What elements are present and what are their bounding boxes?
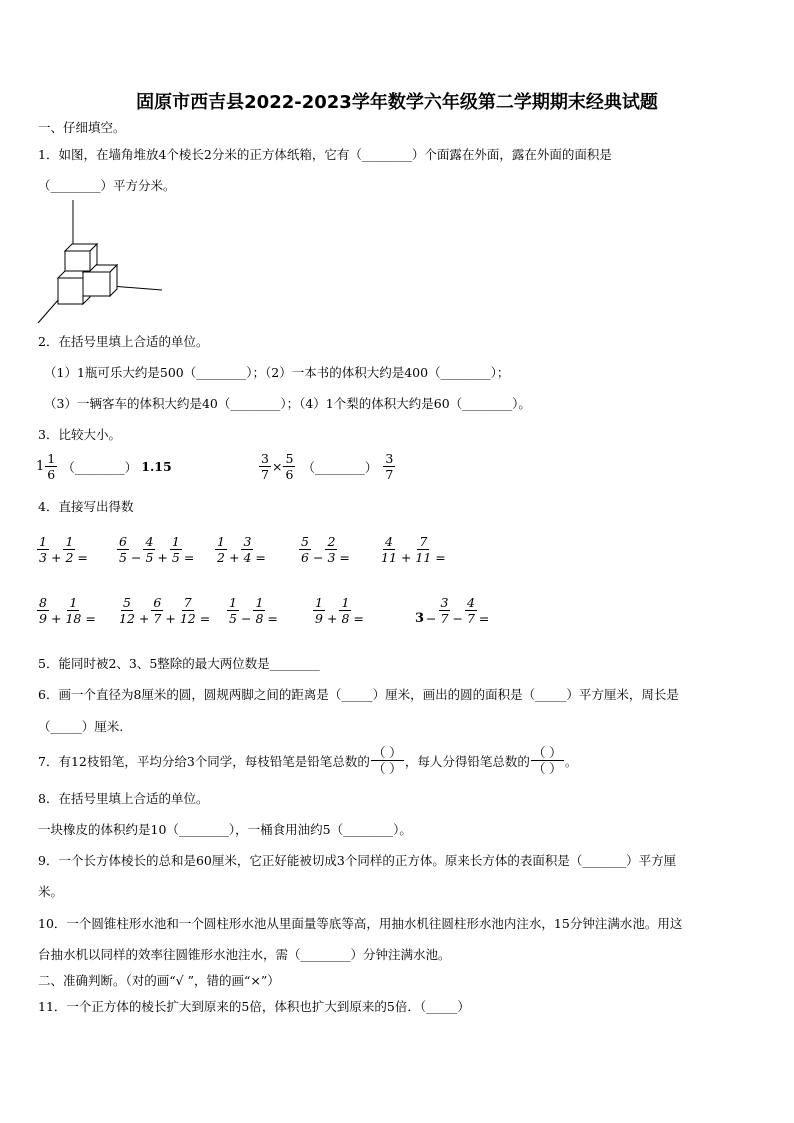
q7-f1-den[interactable]: （ ） xyxy=(372,761,402,776)
q4-expression xyxy=(226,595,279,626)
q4-fraction: $\frac{6}{7}$ xyxy=(153,595,162,626)
q4-operator: 3 xyxy=(415,611,425,626)
q11-text: 11．一个正方体的棱长扩大到原来的5倍，体积也扩大到原来的5倍．（_____） xyxy=(38,999,470,1014)
section-2-heading: 二、准确判断。（对的画“√ ”，错的画“×”） xyxy=(38,973,280,988)
q3-b-n3: 3 xyxy=(385,451,394,466)
q2-stem: 2．在括号里填上合适的单位。 xyxy=(38,334,209,349)
q4-fraction: $\frac{5}{6}$ xyxy=(301,534,309,565)
q3-a-numerator: 1 xyxy=(47,451,56,466)
q2-line2: （3）一辆客车的体积大约是40（________）；（4）1个梨的体积大约是60（________）。 xyxy=(44,396,531,411)
q4-expression xyxy=(312,595,365,626)
q4-operator: + xyxy=(400,550,412,565)
q2-line1: （1）1瓶可乐大约是500（________）；（2）一本书的体积大约是400（________）； xyxy=(44,365,510,380)
q3-a-right-value: 1.15 xyxy=(141,459,172,474)
q4-fraction: $\frac{1}{9}$ xyxy=(315,595,323,626)
q7-fraction-1 xyxy=(371,745,404,776)
q4-operator: + xyxy=(165,611,176,626)
q4-fraction: $\frac{2}{3}$ xyxy=(327,534,336,565)
q9-line1: 9．一个长方体棱长的总和是60厘米，它正好能被切成3个同样的正方体。原来长方体的表面积是（_______）平方厘 xyxy=(38,853,677,868)
q7-line xyxy=(38,745,577,776)
q3-b-fraction-1 xyxy=(259,451,271,482)
q7-f1-num[interactable]: （ ） xyxy=(372,745,402,760)
q3-compare-a xyxy=(36,451,172,482)
q4-fraction: $\frac{1}{2}$ xyxy=(217,534,225,565)
q4-equals: = xyxy=(199,611,211,626)
q4-row-1 xyxy=(36,534,756,574)
q8-stem: 8．在括号里填上合适的单位。 xyxy=(38,791,209,806)
q3-a-denominator: 6 xyxy=(47,467,56,482)
q4-fraction: $\frac{1}{8}$ xyxy=(255,595,264,626)
q4-equals: = xyxy=(85,611,96,626)
q4-fraction: $\frac{3}{7}$ xyxy=(440,595,449,626)
q4-expression xyxy=(36,595,97,626)
q4-operator: + xyxy=(50,550,62,565)
q10-line1: 10．一个圆锥柱形水池和一个圆柱形水池从里面量等底等高，用抽水机往圆柱形水池内注水，15分钟注满水池。用这 xyxy=(38,916,683,931)
q4-expression xyxy=(414,595,490,626)
q4-equals: = xyxy=(339,550,350,565)
q4-fraction: $\frac{8}{9}$ xyxy=(39,595,47,626)
q4-fraction: $\frac{1}{3}$ xyxy=(39,534,47,565)
page-title: 固原市西吉县2022-2023学年数学六年级第二学期期末经典试题 xyxy=(136,92,658,113)
q7-f2-den[interactable]: （ ） xyxy=(532,761,562,776)
q4-expression xyxy=(298,534,351,565)
q4-expression xyxy=(214,534,267,565)
q3-b-fraction-3 xyxy=(383,451,395,482)
q3-b-blank[interactable]: （________） xyxy=(302,459,378,475)
q3-b-n2: 5 xyxy=(285,451,294,466)
q4-fraction: $\frac{5}{12}$ xyxy=(119,595,135,626)
q3-b-times: × xyxy=(271,459,283,474)
q4-fraction: $\frac{4}{7}$ xyxy=(466,595,475,626)
q3-b-n1: 3 xyxy=(261,451,269,466)
stacked-cubes-figure xyxy=(36,198,166,328)
q4-fraction: $\frac{1}{5}$ xyxy=(229,595,237,626)
q7-f2-num[interactable]: （ ） xyxy=(532,745,562,760)
q4-equals: = xyxy=(353,611,364,626)
q4-expression xyxy=(116,534,195,565)
q4-operator: + xyxy=(157,550,168,565)
q7-part2: ，每人分得铅笔总数的 xyxy=(404,753,530,769)
q7-part1: 7．有12枝铅笔，平均分给3个同学，每枝铅笔是铅笔总数的 xyxy=(38,753,370,769)
q4-equals: = xyxy=(478,611,490,626)
q3-b-d2: 6 xyxy=(285,467,294,482)
q4-fraction: $\frac{3}{4}$ xyxy=(243,534,252,565)
q4-fraction: $\frac{1}{8}$ xyxy=(341,595,350,626)
q6-line1: 6．画一个直径为8厘米的圆，圆规两脚之间的距离是（_____）厘米，画出的圆的面积是（_____）平方厘米，周长是 xyxy=(38,687,679,702)
q3-a-fraction xyxy=(45,451,57,482)
q4-equals: = xyxy=(267,611,278,626)
q3-b-d3: 7 xyxy=(385,467,394,482)
q4-operator: − xyxy=(426,611,437,626)
q7-end: 。 xyxy=(564,753,578,769)
q4-expression xyxy=(36,534,89,565)
q3-stem: 3．比较大小。 xyxy=(38,427,121,442)
q7-fraction-2 xyxy=(531,745,564,776)
q4-equals: = xyxy=(77,550,88,565)
q4-fraction: $\frac{4}{5}$ xyxy=(145,534,154,565)
q4-fraction: $\frac{1}{5}$ xyxy=(171,534,180,565)
q4-fraction: $\frac{1}{2}$ xyxy=(65,534,74,565)
q6-line2: （_____）厘米. xyxy=(38,719,124,734)
q4-expression xyxy=(116,595,211,626)
q9-line2: 米。 xyxy=(38,884,64,899)
q4-fraction: $\frac{1}{18}$ xyxy=(65,595,82,626)
q3-a-whole: 1 xyxy=(36,459,45,474)
q4-fraction: $\frac{7}{11}$ xyxy=(415,534,432,565)
q3-compare-b xyxy=(258,451,396,482)
q5-text: 5．能同时被2、3、5整除的最大两位数是________ xyxy=(38,656,320,671)
q4-equals: = xyxy=(255,550,266,565)
q10-line2: 台抽水机以同样的效率往圆锥形水池注水，需（________）分钟注满水池。 xyxy=(38,947,451,962)
q4-operator: − xyxy=(240,611,252,626)
q4-operator: − xyxy=(130,550,142,565)
q4-operator: + xyxy=(138,611,150,626)
q3-b-fraction-2 xyxy=(283,451,295,482)
q4-expression xyxy=(378,534,447,565)
q4-equals: = xyxy=(183,550,195,565)
q4-fraction: $\frac{7}{12}$ xyxy=(179,595,196,626)
q4-operator: + xyxy=(50,611,62,626)
q4-operator: − xyxy=(312,550,324,565)
q4-row-2 xyxy=(36,595,756,635)
q1-line2: （________）平方分米。 xyxy=(38,178,176,193)
q4-fraction: $\frac{6}{5}$ xyxy=(119,534,127,565)
q1-line1: 1．如图，在墙角堆放4个棱长2分米的正方体纸箱，它有（________）个面露在外面，露在外面的面积是 xyxy=(38,147,612,162)
section-1-heading: 一、仔细填空。 xyxy=(38,120,126,135)
q4-operator: + xyxy=(326,611,338,626)
q3-b-d1: 7 xyxy=(261,467,269,482)
q8-line1: 一块橡皮的体积约是10（________），一桶食用油约5（________）。 xyxy=(38,822,412,837)
q3-a-blank[interactable]: （________） xyxy=(62,459,138,475)
q4-operator: − xyxy=(452,611,463,626)
q4-equals: = xyxy=(435,550,446,565)
q4-operator: + xyxy=(228,550,240,565)
q4-stem: 4．直接写出得数 xyxy=(38,499,134,514)
q4-fraction: $\frac{4}{11}$ xyxy=(381,534,397,565)
